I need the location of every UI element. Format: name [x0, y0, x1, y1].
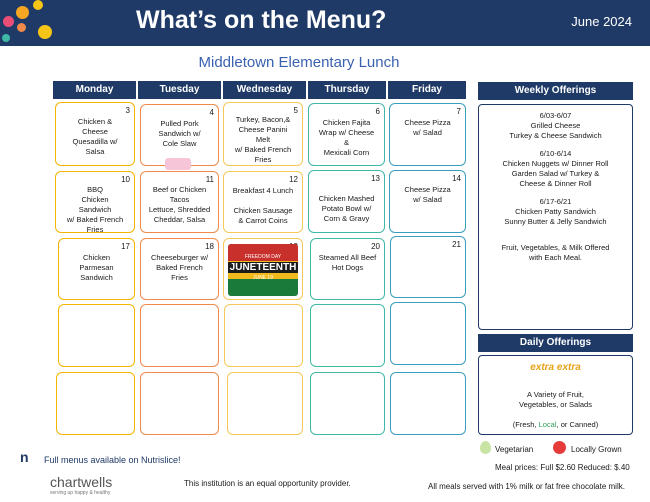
day-cell	[308, 103, 385, 166]
empty-day-cell	[140, 304, 219, 367]
day-number: 20	[371, 242, 380, 251]
daily-line: A Variety of Fruit,	[527, 390, 584, 399]
extra-extra-logo: extra extra	[530, 362, 581, 373]
day-header-monday: Monday	[53, 81, 136, 99]
day-number: 12	[289, 175, 298, 184]
decor-dot	[17, 23, 26, 32]
daily-line-part: , or Canned)	[556, 420, 599, 429]
local-highlight: Local	[538, 420, 557, 429]
juneteenth-image	[228, 244, 298, 296]
day-cell	[308, 170, 385, 233]
day-number: 21	[452, 240, 461, 249]
day-number: 7	[456, 107, 461, 116]
weekly-offerings-header: Weekly Offerings	[478, 82, 633, 100]
empty-day-cell	[224, 304, 303, 367]
day-number: 17	[121, 242, 130, 251]
month-label: June 2024	[571, 14, 632, 29]
locally-grown-icon	[553, 441, 566, 454]
taco-icon	[165, 158, 191, 170]
menu-item-text: Chicken & Cheese Quesadilla w/ Salsa	[72, 117, 118, 156]
empty-day-cell	[310, 304, 385, 367]
empty-day-cell	[310, 372, 385, 435]
empty-day-cell	[227, 372, 303, 435]
menu-item-text: Chicken Parmesan Sandwich	[79, 253, 114, 282]
day-header-tuesday: Tuesday	[138, 81, 221, 99]
decor-dot	[2, 34, 10, 42]
day-number: 11	[205, 175, 214, 184]
chartwells-logo: chartwells	[50, 474, 113, 490]
day-header-wednesday: Wednesday	[223, 81, 306, 99]
menu-item-text: Chicken Fajita Wrap w/ Cheese & Mexicali Corn	[318, 118, 375, 157]
empty-day-cell	[140, 372, 219, 435]
weekly-offering-item: 6/10-6/14 Chicken Nuggets w/ Dinner Roll Garden Salad w/ Turkey & Cheese & Dinner Roll	[502, 149, 609, 188]
day-number: 13	[371, 174, 380, 183]
weekly-offering-note: Fruit, Vegetables, & Milk Offered with Each Meal.	[501, 243, 610, 262]
vegetarian-label: Vegetarian	[495, 445, 534, 454]
empty-day-cell	[58, 304, 135, 367]
nutrislice-note: Full menus available on Nutrislice!	[44, 455, 181, 465]
day-number: 3	[125, 106, 130, 115]
decor-dot	[33, 0, 43, 10]
menu-item-text: Pulled Pork Sandwich w/ Cole Slaw	[158, 119, 201, 148]
day-cell	[389, 103, 466, 166]
empty-day-cell	[390, 372, 466, 435]
day-cell	[58, 238, 135, 300]
day-header-thursday: Thursday	[308, 81, 386, 99]
daily-line: Vegetables, or Salads	[519, 400, 592, 409]
nutrislice-icon: n	[20, 449, 29, 465]
day-number: 5	[293, 106, 298, 115]
juneteenth-date: JUNE 19	[252, 275, 273, 281]
menu-item-text: Steamed All Beef Hot Dogs	[318, 253, 377, 272]
day-number: 4	[209, 108, 214, 117]
weekly-offering-item: 6/17-6/21 Chicken Patty Sandwich Sunny Butter & Jelly Sandwich	[504, 197, 607, 226]
daily-line	[479, 410, 632, 430]
day-cell	[140, 171, 219, 233]
day-cell	[389, 170, 466, 233]
day-cell	[223, 102, 303, 166]
locally-grown-label: Locally Grown	[571, 445, 622, 454]
day-cell	[223, 171, 303, 233]
day-number: 14	[452, 174, 461, 183]
day-number: 6	[375, 107, 380, 116]
day-cell	[223, 238, 303, 300]
page-title: What’s on the Menu?	[136, 6, 387, 34]
chartwells-tagline: serving up happy & healthy	[50, 490, 111, 496]
menu-item-text: Cheeseburger w/ Baked French Fries	[150, 253, 209, 282]
day-cell	[140, 238, 219, 300]
daily-offerings-header: Daily Offerings	[478, 334, 633, 352]
day-cell	[310, 238, 385, 300]
decor-dot	[16, 6, 29, 19]
decor-dot	[38, 25, 52, 39]
meal-prices: Meal prices: Full $2.60 Reduced: $.40	[495, 463, 630, 472]
decor-dot	[3, 16, 14, 27]
empty-day-cell	[390, 302, 466, 365]
daily-offerings-box	[478, 355, 633, 435]
weekly-offerings-box	[478, 104, 633, 330]
weekly-offering-item: 6/03-6/07 Grilled Cheese Turkey & Cheese Sandwich	[509, 111, 602, 140]
equal-opportunity-note: This institution is an equal opportunity provider.	[184, 479, 351, 488]
day-header-friday: Friday	[388, 81, 466, 99]
daily-line-part: (Fresh,	[512, 420, 539, 429]
day-number: 10	[121, 175, 130, 184]
day-cell	[55, 171, 135, 233]
milk-note: All meals served with 1% milk or fat free chocolate milk.	[428, 482, 625, 491]
vegetarian-icon	[480, 441, 491, 454]
day-cell	[390, 236, 466, 298]
menu-item-text: Beef or Chicken Tacos Lettuce, Shredded Cheddar, Salsa	[148, 185, 211, 224]
school-name: Middletown Elementary Lunch	[198, 54, 400, 71]
day-cell	[140, 104, 219, 166]
menu-item-text: Turkey, Bacon,& Cheese Panini Melt w/ Baked French Fries	[234, 115, 292, 164]
freedom-day-text: FREEDOM DAY	[244, 254, 282, 260]
menu-item-text: Chicken Mashed Potato Bowl w/ Corn & Gravy	[318, 194, 375, 223]
menu-item-text: Cheese Pizza w/ Salad	[404, 118, 451, 137]
day-number: 18	[205, 242, 214, 251]
juneteenth-text: JUNETEENTH	[229, 262, 297, 273]
menu-item-text: BBQ Chicken Sandwich w/ Baked French Fries	[66, 185, 124, 234]
empty-day-cell	[56, 372, 135, 435]
menu-item-text: Breakfast 4 Lunch Chicken Sausage & Carrot Coins	[232, 186, 294, 225]
menu-item-text: Cheese Pizza w/ Salad	[404, 185, 451, 204]
day-cell	[55, 102, 135, 166]
